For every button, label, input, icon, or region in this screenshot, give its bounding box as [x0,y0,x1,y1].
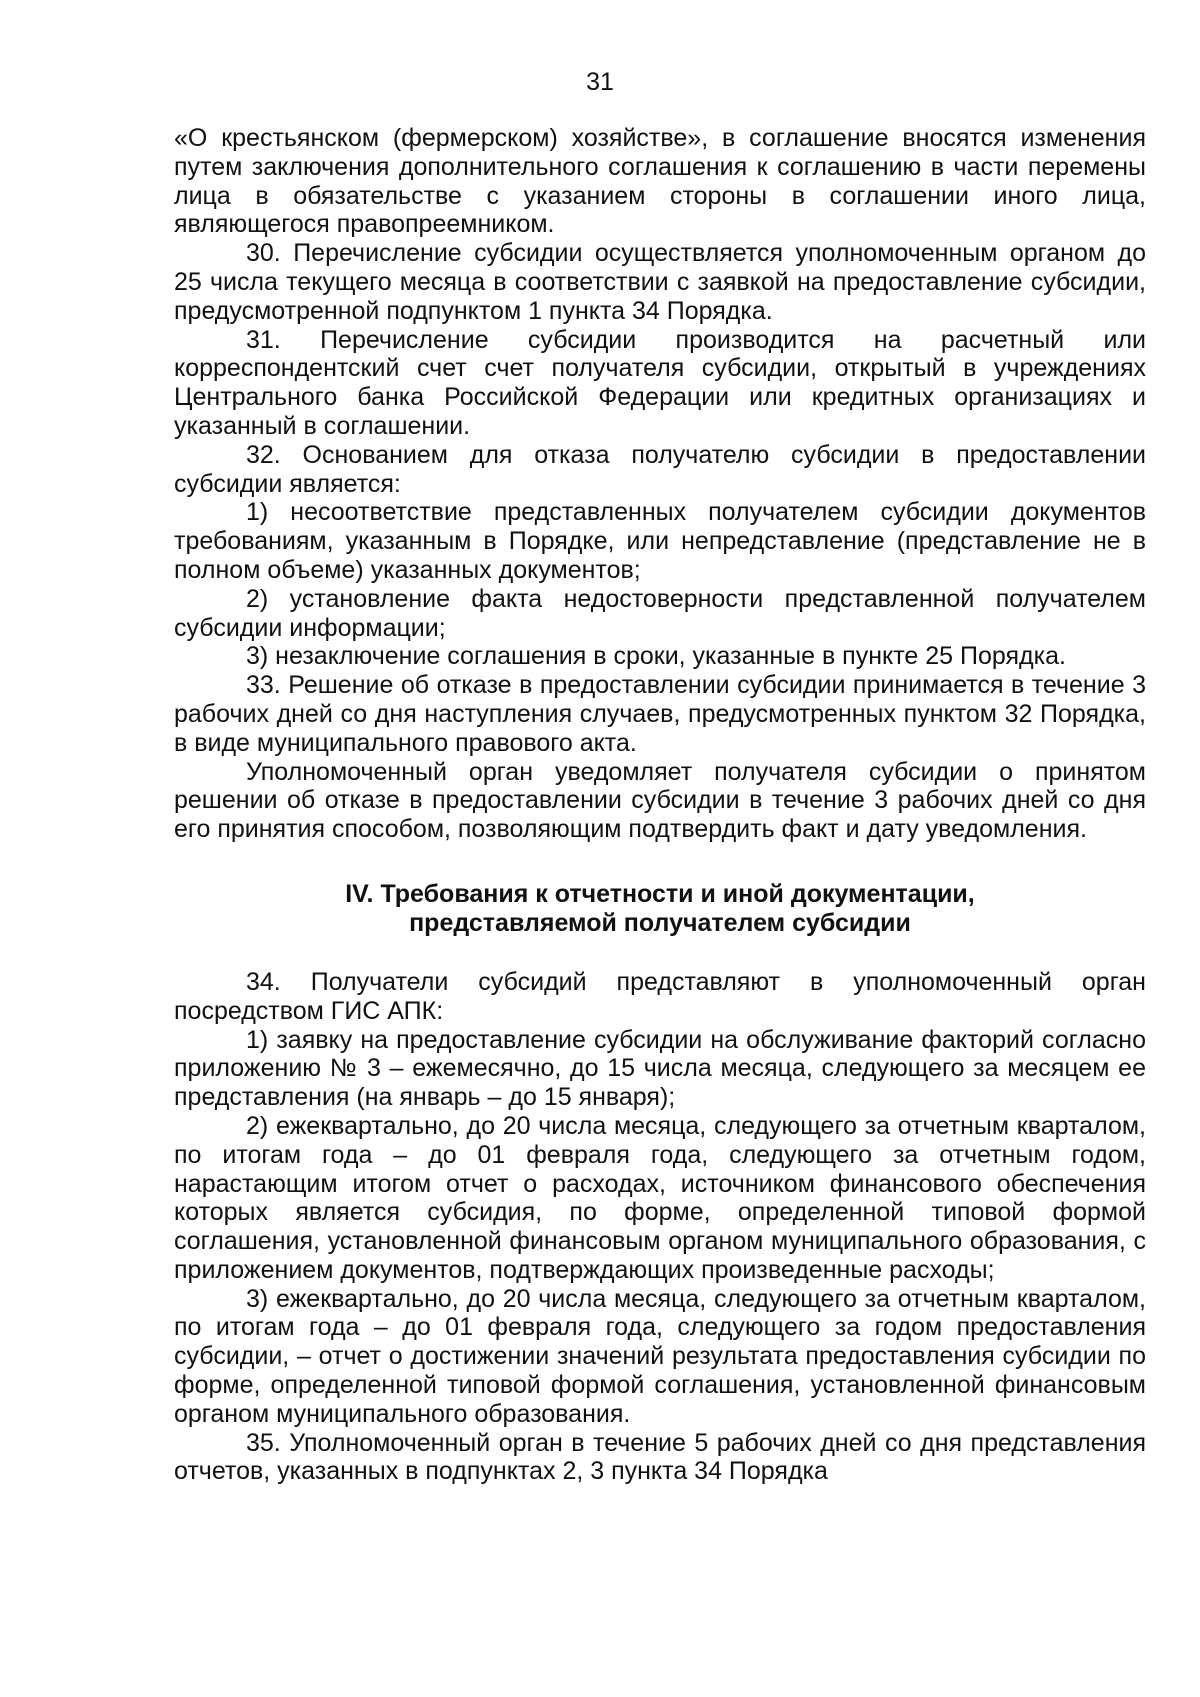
paragraph-item-30: 30. Перечисление субсидии осуществляется уполномоченным органом до 25 числа текущего месяца в соответствии с заявкой на предоставление субсидии, предусмотренной подпунктом 1 пункта 34 Порядка. [174,239,1146,325]
page-number: 31 [586,68,614,96]
paragraph: «О крестьянском (фермерском) хозяйстве», в соглашение вносятся изменения путем заключения дополнительного соглашения к соглашению в части перемены лица в обязательстве с указанием стороны в соглашении иного лица, являющегося правопреемником. [174,124,1146,239]
paragraph-subitem-34-3: 3) ежеквартально, до 20 числа месяца, следующего за отчетным кварталом, по итогам года – до 01 февраля года, следующего за годом предоставления субсидии, – отчет о достижении значений результата предоставления субсидии по форме, определенной типовой формой соглашения, установленной финансовым органом муниципального образования. [174,1284,1146,1428]
paragraph-item-31: 31. Перечисление субсидии производится на расчетный или корреспондентский счет счет получателя субсидии, открытый в учреждениях Центрального банка Российской Федерации или кредитных организациях и указанный в соглашении. [174,325,1146,440]
document-body [174,124,1146,1486]
paragraph-notification: Уполномоченный орган уведомляет получателя субсидии о принятом решении об отказе в предоставлении субсидии в течение 3 рабочих дней со дня его принятия способом, позволяющим подтвердить факт и дату уведомления. [174,757,1146,844]
section-heading-line-1: IV. Требования к отчетности и иной документации, [345,879,975,908]
paragraph-subitem-32-2: 2) установление факта недостоверности представленной получателем субсидии информации; [174,584,1146,642]
paragraph-item-32: 32. Основанием для отказа получателю субсидии в предоставлении субсидии является: [174,440,1146,498]
section-heading-line-2: представляемой получателем субсидии [409,908,911,937]
paragraph-item-34: 34. Получатели субсидий представляют в уполномоченный орган посредством ГИС АПК: [174,967,1146,1025]
paragraph-item-33: 33. Решение об отказе в предоставлении субсидии принимается в течение 3 рабочих дней со дня наступления случаев, предусмотренных пунктом 32 Порядка, в виде муниципального правового акта. [174,671,1146,757]
paragraph-subitem-32-3: 3) незаключение соглашения в сроки, указанные в пункте 25 Порядка. [246,642,1066,671]
paragraph-subitem-34-2: 2) ежеквартально, до 20 числа месяца, следующего за отчетным кварталом, по итогам года – до 01 февраля года, следующего за отчетным годом, нарастающим итогом отчет о расходах, источником финансового обеспечения которых является субсидия, по форме, определенной типовой формой соглашения, установленной финансовым органом муниципального образования, с приложением документов, подтверждающих произведенные расходы; [174,1111,1146,1284]
paragraph-subitem-32-1: 1) несоответствие представленных получателем субсидии документов требованиям, указанным в Порядке, или непредставление (представление не в полном объеме) указанных документов; [174,498,1146,584]
paragraph-item-35: 35. Уполномоченный орган в течение 5 рабочих дней со дня представления отчетов, указанных в подпунктах 2, 3 пункта 34 Порядка [174,1428,1146,1486]
section-heading [174,880,1146,938]
paragraph-subitem-34-1: 1) заявку на предоставление субсидии на обслуживание факторий согласно приложению № 3 – ежемесячно, до 15 числа месяца, следующего за месяцем ее представления (на январь – до 15 января); [174,1025,1146,1112]
